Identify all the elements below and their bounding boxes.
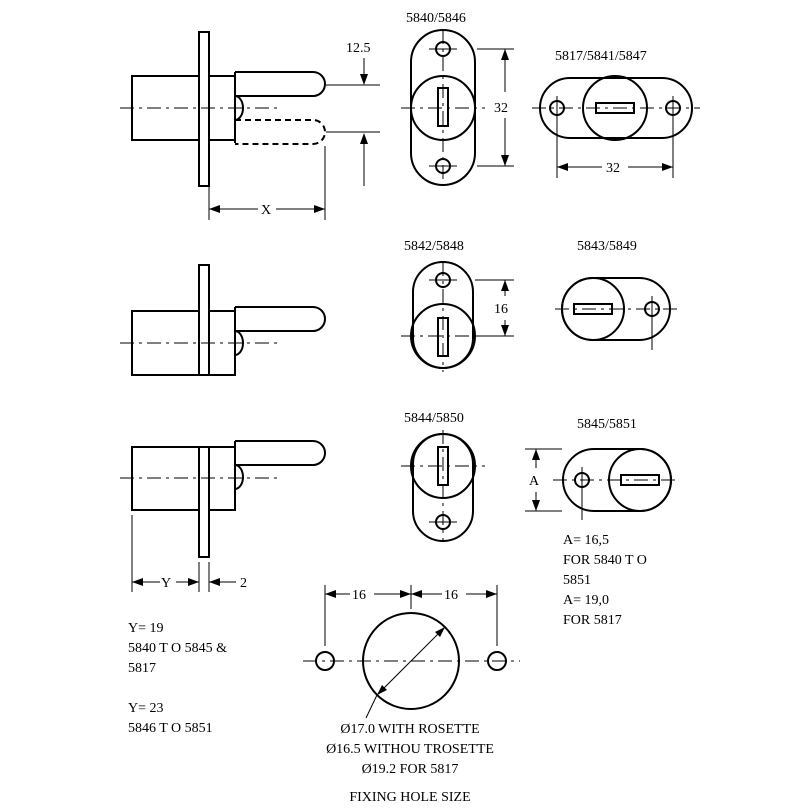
note-line: 5846 T O 5851 <box>128 721 213 736</box>
a-dimension: A <box>529 474 540 489</box>
side-view-3 <box>120 441 325 592</box>
note-line: 5851 <box>563 573 591 588</box>
side-view-1 <box>120 32 380 220</box>
fixing-hole-title: FIXING HOLE SIZE <box>349 790 471 805</box>
front-view-5845-5851 <box>525 417 680 520</box>
height-dimension: 16 <box>494 302 508 317</box>
mounting-flange <box>199 265 209 375</box>
front-view-5840-5846 <box>401 11 514 186</box>
height-dimension: 32 <box>494 101 508 116</box>
fixing-hole-diagram <box>303 585 520 805</box>
note-line: 5817 <box>128 661 156 676</box>
note-line: FOR 5840 T O <box>563 553 647 568</box>
note-line: FOR 5817 <box>563 613 622 628</box>
bolt-extended <box>235 72 325 96</box>
bolt <box>235 307 325 331</box>
hole-note: Ø19.2 FOR 5817 <box>361 762 459 777</box>
front-view-5844-5850 <box>401 411 485 541</box>
note-line: Y= 23 <box>128 701 164 716</box>
mounting-flange <box>199 447 209 557</box>
mounting-flange <box>199 32 209 186</box>
hole-note: Ø16.5 WITHOU TROSETTE <box>326 742 494 757</box>
bolt-retracted <box>235 120 325 144</box>
x-dimension: X <box>261 203 272 218</box>
width-dimension: 32 <box>606 161 620 176</box>
note-line: Y= 19 <box>128 621 164 636</box>
model-label: 5843/5849 <box>577 239 637 254</box>
a-notes <box>563 533 647 628</box>
front-view-5843-5849 <box>555 239 678 350</box>
y-dimension: Y <box>161 576 172 591</box>
side-view-2 <box>120 265 325 375</box>
lock-body <box>132 447 199 510</box>
bolt <box>235 441 325 465</box>
model-label: 5840/5846 <box>406 11 466 26</box>
model-label: 5845/5851 <box>577 417 637 432</box>
note-line: A= 19,0 <box>563 593 610 608</box>
y-notes <box>128 621 227 736</box>
stroke-dimension: 12.5 <box>346 41 371 56</box>
lock-body <box>132 311 199 375</box>
lock-body <box>132 76 199 140</box>
hole-spacing-right: 16 <box>444 588 458 603</box>
front-view-5842-5848 <box>401 239 514 372</box>
model-label: 5842/5848 <box>404 239 464 254</box>
flange-dimension: 2 <box>240 576 247 591</box>
note-line: 5840 T O 5845 & <box>128 641 228 656</box>
front-view-5817-5841-5847 <box>532 49 700 178</box>
hole-note: Ø17.0 WITH ROSETTE <box>340 722 480 737</box>
model-label: 5844/5850 <box>404 411 464 426</box>
note-line: A= 16,5 <box>563 533 610 548</box>
hole-spacing-left: 16 <box>352 588 366 603</box>
model-label: 5817/5841/5847 <box>555 49 647 64</box>
